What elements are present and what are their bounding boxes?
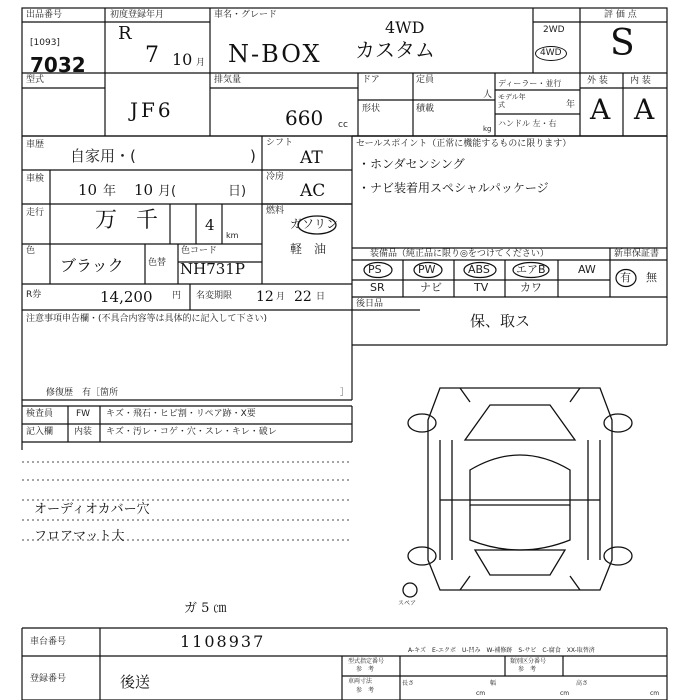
name-change-day: 22 xyxy=(294,289,312,305)
ac-label: 冷房 xyxy=(266,172,285,182)
kg-unit: kg xyxy=(483,125,492,133)
fuel-label: 燃料 xyxy=(266,206,285,216)
inspector-label2: 記入欄 xyxy=(26,427,54,437)
first-reg-month: 10 xyxy=(172,50,193,69)
dimension-sub: 参 考 xyxy=(356,687,375,694)
day-char: 日 xyxy=(316,292,326,302)
equipment-label: 装備品（純正品に限り◎をつけてください） xyxy=(370,249,549,259)
inspector-note-1: オーディオカバー穴 xyxy=(34,502,150,517)
inspector-note-2: フロアマット大 xyxy=(34,529,125,544)
length-cm: cm xyxy=(476,690,486,697)
equip-aw: AW xyxy=(578,263,596,276)
rear-value: 保、取ス xyxy=(470,312,531,330)
equip-tv: TV xyxy=(474,281,489,294)
equip-pw: PW xyxy=(418,263,436,276)
displacement-label: 排気量 xyxy=(214,75,242,85)
rating-value: S xyxy=(610,23,635,64)
interior-label: 内 装 xyxy=(630,76,651,86)
grade: カスタム xyxy=(355,38,435,62)
interior-row-label: 内装 xyxy=(74,427,93,437)
mileage-value: 4 xyxy=(205,216,215,234)
handle-label: ハンドル 左・右 xyxy=(498,119,557,128)
recycle-label: R券 xyxy=(26,290,42,300)
length-label: 長さ xyxy=(402,680,415,687)
capacity-label: 定員 xyxy=(416,75,435,85)
rear-label: 後日品 xyxy=(356,299,384,309)
equip-airbag-circle-icon xyxy=(511,261,551,279)
color-label: 色 xyxy=(26,246,36,256)
equip-abs-circle-icon xyxy=(462,261,498,279)
reg-label: 登録番号 xyxy=(30,674,67,684)
mileage-sen: 千 xyxy=(136,208,159,233)
first-reg-year: 7 xyxy=(145,43,159,68)
inspection-year: 10 xyxy=(78,181,98,199)
spare-label: スペア xyxy=(398,600,417,607)
car-drive: 4WD xyxy=(385,18,425,37)
type-cert-label: 型式指定番号 xyxy=(348,658,385,665)
inspection-month: 10 xyxy=(134,181,154,199)
drive-4wd: 4WD xyxy=(535,46,567,61)
rating-label: 評 価 点 xyxy=(604,10,637,20)
shift-value: AT xyxy=(300,148,323,168)
model-label: 型式 xyxy=(26,75,45,85)
width-cm: cm xyxy=(560,690,570,697)
shape-label: 形状 xyxy=(362,104,381,114)
dimension-label: 車両寸法 xyxy=(348,678,373,685)
diagram-note: ガ 5 ㎝ xyxy=(184,601,227,616)
shift-label: シフト xyxy=(266,138,294,148)
sales-point-1: ・ホンダセンシング xyxy=(358,157,465,171)
reg-value: 後送 xyxy=(120,673,151,691)
color-change-label: 色替 xyxy=(148,258,167,268)
yen-unit: 円 xyxy=(172,291,182,301)
recycle-value: 14,200 xyxy=(100,288,153,306)
repair-close: ］ xyxy=(340,388,350,398)
equip-pw-circle-icon xyxy=(412,261,444,279)
warranty-yes-circle-icon xyxy=(614,268,638,288)
class-sub: 参 考 xyxy=(518,666,537,673)
year-unit: 年 xyxy=(566,100,576,110)
history-value: 自家用・( xyxy=(70,147,136,165)
color-code: NH731P xyxy=(180,260,245,278)
person-unit: 人 xyxy=(483,90,493,100)
warranty-no: 無 xyxy=(646,271,657,284)
interior-options: キズ・汚レ・コゲ・穴・スレ・キレ・破レ xyxy=(106,427,277,437)
mileage-label: 走行 xyxy=(26,208,45,218)
damage-legend: A-キズ E-エクボ U-凹み W-補修跡 S-サビ C-腐食 XX-取替済 xyxy=(408,647,595,654)
repair-label: 修復歴 有［箇所 xyxy=(46,388,119,398)
lot-number: 7032 xyxy=(30,53,86,77)
door-label: ドア xyxy=(362,75,380,85)
notes-label: 注意事項申告欄・(不具合内容等は具体的に記入して下さい) xyxy=(26,314,268,324)
model-year-label: モデル年式 xyxy=(498,93,526,109)
displacement-value: 660 xyxy=(285,106,324,130)
history-close: ) xyxy=(250,147,256,165)
exterior-label: 外 装 xyxy=(587,76,608,86)
equip-sr: SR xyxy=(370,281,385,294)
history-label: 車歴 xyxy=(26,140,45,150)
equip-abs: ABS xyxy=(468,263,490,276)
equip-ps-circle-icon xyxy=(362,261,394,279)
inspector-label: 検査員 xyxy=(26,409,54,419)
load-label: 積載 xyxy=(416,104,435,114)
color-code-label: 色コード xyxy=(181,246,218,256)
mileage-man: 万 xyxy=(95,208,118,233)
class-label: 類別区分番号 xyxy=(510,658,547,665)
cc-unit: cc xyxy=(338,120,348,130)
month-char: 月 xyxy=(276,292,286,302)
first-reg-label: 初度登録年月 xyxy=(110,10,165,20)
equip-airbag: エアB xyxy=(516,263,546,276)
height-cm: cm xyxy=(650,690,660,697)
name-change-month: 12 xyxy=(256,289,274,305)
equip-navi: ナビ xyxy=(420,281,442,294)
interior-grade: A xyxy=(634,93,655,126)
drive-2wd: 2WD xyxy=(543,25,565,35)
model-value: JF6 xyxy=(130,98,174,122)
lot-label: 出品番号 xyxy=(26,10,63,20)
month-unit-left: 月( xyxy=(158,184,177,199)
km-unit: km xyxy=(226,231,239,240)
fw-options: キズ・飛石・ヒビ割・リペア跡・X要 xyxy=(106,409,256,419)
chassis-label: 車台番号 xyxy=(30,637,67,647)
fw-label: FW xyxy=(76,409,91,419)
car-name-label: 車名・グレード xyxy=(214,10,278,20)
width-label: 幅 xyxy=(490,680,497,687)
fuel-gas-circle-icon xyxy=(296,214,338,236)
height-label: 高さ xyxy=(576,680,589,687)
month-unit: 月 xyxy=(196,58,206,68)
type-cert-sub: 参 考 xyxy=(356,666,375,673)
color-value: ブラック xyxy=(60,256,124,275)
lot-sub: [1093] xyxy=(30,38,60,48)
warranty-yes: 有 xyxy=(620,271,631,284)
day-unit-left: 日) xyxy=(228,184,247,199)
sales-point-2: ・ナビ装着用スペシャルパッケージ xyxy=(358,181,549,195)
era: R xyxy=(118,23,132,44)
sales-point-label: セールスポイント（正常に機能するものに限ります） xyxy=(356,139,572,149)
dealer-label: ディーラー・並行 xyxy=(498,79,562,88)
inspection-label: 車検 xyxy=(26,174,45,184)
equip-ps: PS xyxy=(368,263,382,276)
fuel-light: 軽 油 xyxy=(290,242,327,256)
name-change-label: 名変期限 xyxy=(196,291,233,301)
ac-value: AC xyxy=(300,181,326,201)
year-unit-left: 年 xyxy=(103,184,117,199)
car-name: N-BOX xyxy=(228,40,322,68)
fuel-gas: ガソリン xyxy=(290,217,339,231)
warranty-label: 新車保証書 xyxy=(614,249,660,259)
chassis-number: 1108937 xyxy=(180,632,266,651)
equip-leather: カワ xyxy=(520,281,542,294)
exterior-grade: A xyxy=(590,93,611,126)
car-diagram xyxy=(403,388,632,597)
